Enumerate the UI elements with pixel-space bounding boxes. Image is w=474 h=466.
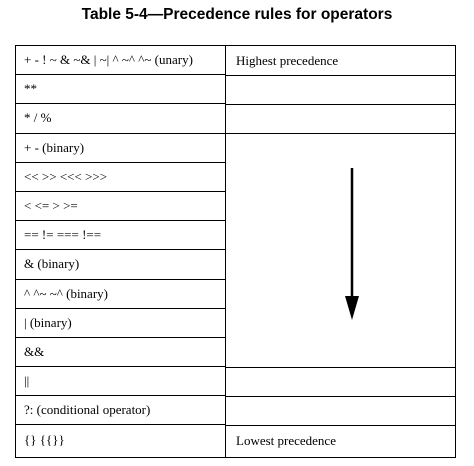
operator-row: < <= > >= (16, 192, 225, 221)
operator-row: ** (16, 75, 225, 104)
operator-row: * / % (16, 104, 225, 133)
operator-row: && (16, 338, 225, 367)
lowest-precedence-label: Lowest precedence (236, 433, 336, 448)
highest-precedence-label: Highest precedence (236, 52, 339, 68)
operator-row: | (binary) (16, 309, 225, 338)
operator-row: || (16, 367, 225, 396)
row-divider (226, 396, 455, 397)
table-caption: Table 5-4—Precedence rules for operators (81, 6, 393, 23)
operator-row: ^ ^~ ~^ (binary) (16, 280, 225, 309)
precedence-column (226, 46, 455, 457)
row-divider (226, 367, 455, 368)
row-divider (226, 75, 455, 76)
precedence-table (15, 45, 456, 458)
down-arrow-icon (344, 168, 360, 320)
operator-row: & (binary) (16, 250, 225, 279)
operator-row: << >> <<< >>> (16, 163, 225, 192)
row-divider (226, 133, 455, 134)
operator-row: == != === !== (16, 221, 225, 250)
operator-row: ?: (conditional operator) (16, 396, 225, 425)
operator-row: + - ! ~ & ~& | ~| ^ ~^ ^~ (unary) (16, 46, 225, 75)
operators-column (16, 46, 226, 457)
operator-row: + - (binary) (16, 134, 225, 163)
row-divider (226, 104, 455, 105)
operator-row: {} {{}} (24, 432, 65, 448)
